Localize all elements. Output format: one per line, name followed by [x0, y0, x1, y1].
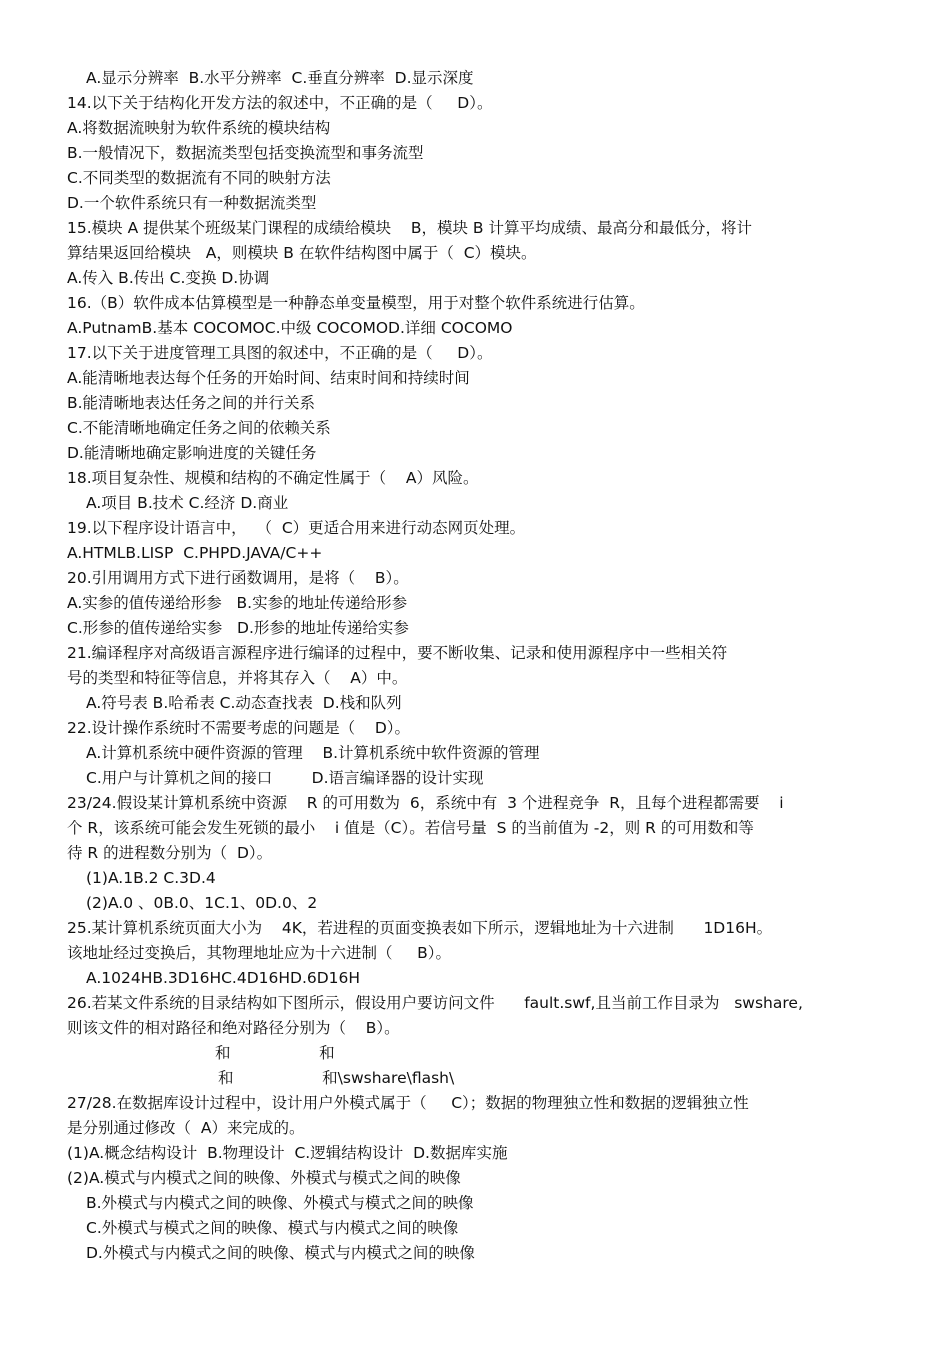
- q14-question: 14.以下关于结构化开发方法的叙述中，不正确的是（ D）。: [67, 94, 493, 112]
- q15-options: A.传入 B.传出 C.变换 D.协调: [67, 269, 270, 287]
- q28-option-d: D.外模式与内模式之间的映像、模式与内模式之间的映像: [86, 1244, 475, 1262]
- q17-question: 17.以下关于进度管理工具图的叙述中，不正确的是（ D）。: [67, 344, 493, 362]
- q17-option-b: B.能清晰地表达任务之间的并行关系: [67, 394, 316, 412]
- q17-option-a: A.能清晰地表达每个任务的开始时间、结束时间和持续时间: [67, 369, 470, 387]
- q27-options: (1)A.概念结构设计 B.物理设计 C.逻辑结构设计 D.数据库实施: [67, 1144, 508, 1162]
- q20-options-cd: C.形参的值传递给实参 D.形参的地址传递给实参: [67, 619, 409, 637]
- q14-option-a: A.将数据流映射为软件系统的模块结构: [67, 119, 331, 137]
- q18-options: A.项目 B.技术 C.经济 D.商业: [86, 494, 289, 512]
- q25-question: 25.某计算机系统页面大小为 4K，若进程的页面变换表如下所示，逻辑地址为十六进制 1D16H。: [67, 919, 773, 937]
- q23-24-question-cont-2: 待 R 的进程数分别为（ D）。: [67, 844, 273, 862]
- q21-question-cont: 号的类型和特征等信息，并将其存入（ A）中。: [67, 669, 408, 687]
- q14-option-c: C.不同类型的数据流有不同的映射方法: [67, 169, 331, 187]
- q20-question: 20.引用调用方式下进行函数调用，是将（ B）。: [67, 569, 409, 587]
- q15-question-cont: 算结果返回给模块 A，则模块 B 在软件结构图中属于（ C）模块。: [67, 244, 537, 262]
- q16-options: A.PutnamB.基本 COCOMOC.中级 COCOMOD.详细 COCOMO: [67, 319, 513, 337]
- q18-question: 18.项目复杂性、规模和结构的不确定性属于（ A）风险。: [67, 469, 479, 487]
- q19-options: A.HTMLB.LISP C.PHPD.JAVA/C++: [67, 544, 323, 562]
- q21-question: 21.编译程序对高级语言源程序进行编译的过程中，要不断收集、记录和使用源程序中一些相关符: [67, 644, 728, 662]
- q27-28-question: 27/28.在数据库设计过程中，设计用户外模式属于（ C）；数据的物理独立性和数据的逻辑独立性: [67, 1094, 749, 1112]
- q22-question: 22.设计操作系统时不需要考虑的问题是（ D）。: [67, 719, 411, 737]
- q14-option-d: D.一个软件系统只有一种数据流类型: [67, 194, 317, 212]
- q23-24-question-cont-1: 个 R，该系统可能会发生死锁的最小 i 值是（C）。若信号量 S 的当前值为 -2，则 R 的可用数和等: [67, 819, 754, 837]
- q25-question-cont: 该地址经过变换后，其物理地址应为十六进制（ B）。: [67, 944, 452, 962]
- q28-option-c: C.外模式与模式之间的映像、模式与内模式之间的映像: [86, 1219, 459, 1237]
- q13-options: A.显示分辨率 B.水平分辨率 C.垂直分辨率 D.显示深度: [86, 69, 474, 87]
- q28-option-a: (2)A.模式与内模式之间的映像、外模式与模式之间的映像: [67, 1169, 461, 1187]
- q17-option-c: C.不能清晰地确定任务之间的依赖关系: [67, 419, 331, 437]
- q15-question: 15.模块 A 提供某个班级某门课程的成绩给模块 B，模块 B 计算平均成绩、最高分和最低分，将计: [67, 219, 752, 237]
- q26-question-cont: 则该文件的相对路径和绝对路径分别为（ B）。: [67, 1019, 400, 1037]
- q19-question: 19.以下程序设计语言中， （ C）更适合用来进行动态网页处理。: [67, 519, 526, 537]
- q23-options: (1)A.1B.2 C.3D.4: [86, 869, 216, 887]
- q16-question: 16.（B）软件成本估算模型是一种静态单变量模型，用于对整个软件系统进行估算。: [67, 294, 645, 312]
- q25-options: A.1024HB.3D16HC.4D16HD.6D16H: [86, 969, 361, 987]
- q21-options: A.符号表 B.哈希表 C.动态查找表 D.栈和队列: [86, 694, 402, 712]
- q26-options-ab: 和 和: [215, 1044, 335, 1062]
- q14-option-b: B.一般情况下，数据流类型包括变换流型和事务流型: [67, 144, 424, 162]
- q23-24-question: 23/24.假设某计算机系统中资源 R 的可用数为 6，系统中有 3 个进程竞争 R，且每个进程都需要 i: [67, 794, 784, 812]
- q17-option-d: D.能清晰地确定影响进度的关键任务: [67, 444, 317, 462]
- q28-option-b: B.外模式与内模式之间的映像、外模式与模式之间的映像: [86, 1194, 474, 1212]
- q26-question: 26.若某文件系统的目录结构如下图所示，假设用户要访问文件 fault.swf,且当前工作目录为 swshare,: [67, 994, 803, 1012]
- q24-options: (2)A.0 、0B.0、1C.1、0D.0、2: [86, 894, 318, 912]
- q22-options-cd: C.用户与计算机之间的接口 D.语言编译器的设计实现: [86, 769, 484, 787]
- q27-28-question-cont: 是分别通过修改（ A）来完成的。: [67, 1119, 305, 1137]
- q20-options-ab: A.实参的值传递给形参 B.实参的地址传递给形参: [67, 594, 408, 612]
- q22-options-ab: A.计算机系统中硬件资源的管理 B.计算机系统中软件资源的管理: [86, 744, 540, 762]
- q26-options-cd: 和 和\swshare\flash\: [218, 1069, 455, 1087]
